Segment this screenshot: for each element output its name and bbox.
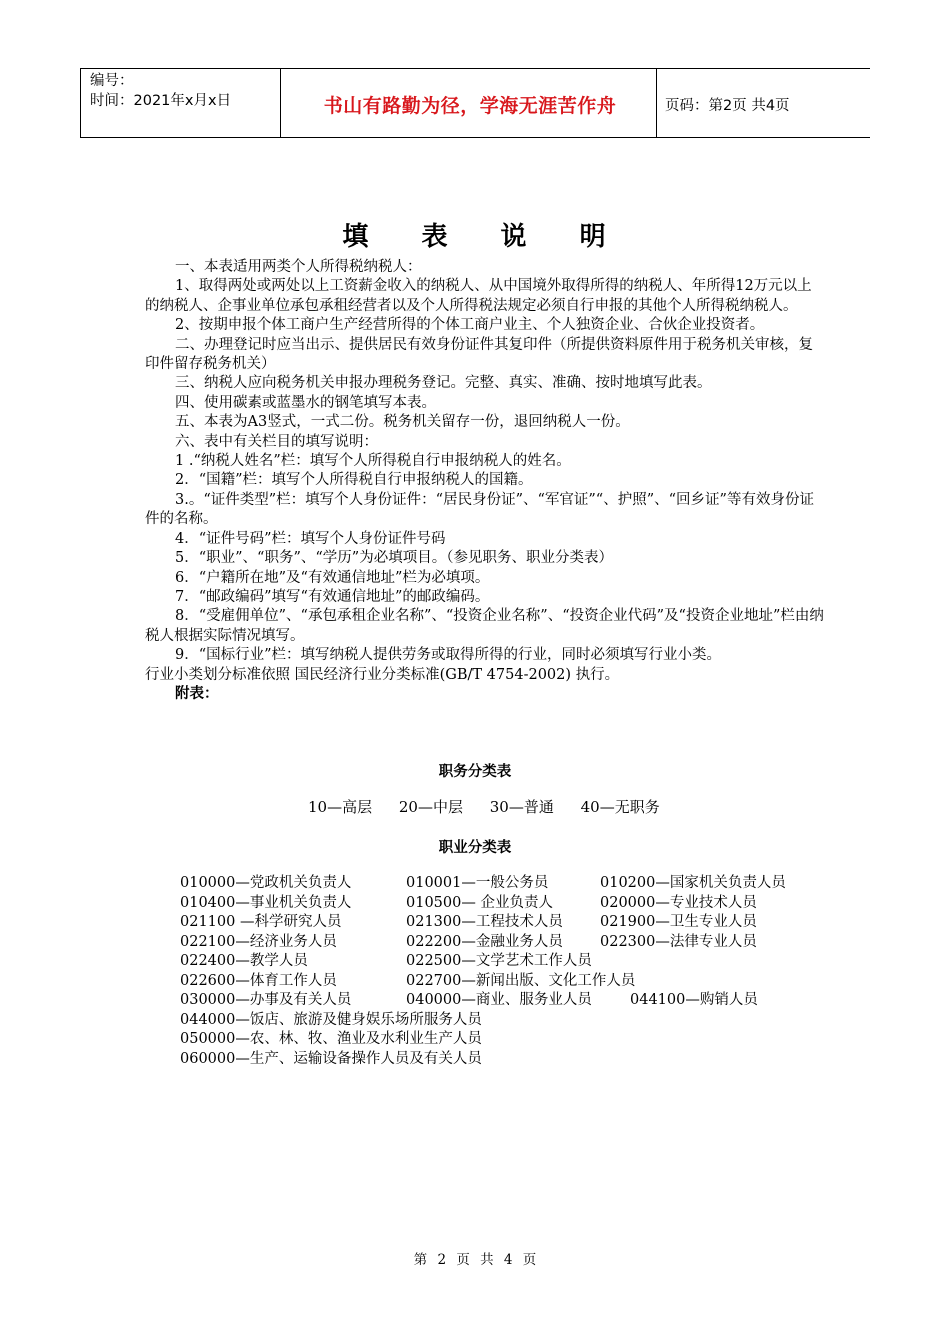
- position-item: 40—无职务: [580, 798, 660, 816]
- occupation-item: 022300—法律专业人员: [600, 933, 757, 950]
- paragraph: 1 .“纳税人姓名”栏：填写个人所得税自行申报纳税人的姓名。: [175, 453, 571, 470]
- page-title: 填 表 说 明: [342, 222, 628, 252]
- paragraph: 四、使用碳素或蓝墨水的钢笔填写本表。: [175, 394, 436, 411]
- position-item: 20—中层: [398, 798, 463, 816]
- occupation-item: 022600—体育工作人员: [180, 972, 337, 989]
- occupation-item: 044100—购销人员: [630, 992, 758, 1008]
- occupation-item: 021300—工程技术人员: [406, 914, 563, 930]
- header-motto: 书山有路勤为径，学海无涯苦作舟: [323, 95, 617, 117]
- paragraph: 一、本表适用两类个人所得税纳税人：: [175, 259, 422, 275]
- paragraph: 4．“证件号码”栏：填写个人身份证件号码: [175, 530, 446, 547]
- paragraph: 三、纳税人应向税务机关申报办理税务登记。完整、真实、准确、按时地填写此表。: [175, 375, 712, 392]
- position-table-title: 职务分类表: [438, 764, 512, 780]
- occupation-row: [180, 1011, 820, 1031]
- occupation-item: 010500— 企业负责人: [406, 894, 553, 911]
- paragraph: 1、取得两处或两处以上工资薪金收入的纳税人、从中国境外取得所得的纳税人、年所得12万元以上的纳税人、企事业单位承包承租经营者以及个人所得税法规定必须自行申报的其他个人所得税纳税人。: [145, 278, 812, 314]
- position-item: 10—高层: [308, 798, 373, 816]
- occupation-item: 010000—党政机关负责人: [180, 875, 352, 891]
- paragraph: 6．“户籍所在地”及“有效通信地址”栏为必填项。: [175, 569, 490, 586]
- occupation-row: [180, 874, 820, 894]
- time-label: 时间：2021年x月x日: [90, 93, 232, 109]
- occupation-item: 021900—卫生专业人员: [600, 914, 757, 930]
- occupation-item: 030000—办事及有关人员: [180, 992, 352, 1008]
- occupation-table-title: 职业分类表: [438, 840, 512, 856]
- occupation-row: [180, 894, 820, 914]
- paragraph: 五、本表为A3竖式，一式二份。税务机关留存一份，退回纳税人一份。: [175, 414, 630, 431]
- position-table-items: [308, 796, 682, 817]
- position-item: 30—普通: [489, 798, 554, 816]
- number-label: 编号：: [90, 73, 134, 89]
- occupation-item: 020000—专业技术人员: [600, 894, 757, 911]
- paragraph: 9．“国标行业”栏：填写纳税人提供劳务或取得所得的行业，同时必须填写行业小类。: [175, 647, 722, 664]
- occupation-item: 044000—饭店、旅游及健身娱乐场所服务人员: [180, 1011, 482, 1028]
- paragraph: 8．“受雇佣单位”、“承包承租企业名称”、“投资企业名称”、“投资企业代码”及“投资企业地址”栏由纳税人根据实际情况填写。: [145, 608, 824, 644]
- occupation-item: 022700—新闻出版、文化工作人员: [406, 972, 636, 989]
- occupation-item: 050000—农、林、牧、渔业及水利业生产人员: [180, 1031, 482, 1047]
- occupation-item: 022200—金融业务人员: [406, 933, 563, 950]
- occupation-row: [180, 913, 820, 933]
- occupation-table: [180, 874, 820, 1069]
- paragraph: 行业小类划分标准依照 国民经济行业分类标准(GB/T 4754-2002) 执行。: [145, 666, 620, 683]
- occupation-item: 010200—国家机关负责人员: [600, 875, 786, 891]
- header-meta: [90, 71, 275, 111]
- instructions: [145, 258, 825, 704]
- occupation-item: 060000—生产、运输设备操作人员及有关人员: [180, 1050, 482, 1067]
- occupation-row: [180, 952, 820, 972]
- page-footer: 第 2 页 共 4 页: [413, 1252, 537, 1268]
- paragraph: 2、按期申报个体工商户生产经营所得的个体工商户业主、个人独资企业、合伙企业投资者。: [175, 317, 765, 334]
- paragraph: 5．“职业”、“职务”、“学历”为必填项目。（参见职务、职业分类表）: [175, 550, 613, 567]
- paragraph: 二、办理登记时应当出示、提供居民有效身份证件其复印件（所提供资料原件用于税务机关审核，复印件留存税务机关）: [145, 336, 813, 373]
- occupation-item: 010400—事业机关负责人: [180, 894, 352, 911]
- occupation-row: [180, 1030, 820, 1050]
- occupation-row: [180, 972, 820, 992]
- header-border-left: [80, 69, 81, 137]
- appendix-label: 附表：: [175, 685, 219, 702]
- occupation-row: [180, 1050, 820, 1070]
- occupation-row: [180, 933, 820, 953]
- header-page-info: 页码：第2页 共4页: [665, 98, 790, 114]
- header-table: [80, 68, 870, 138]
- occupation-item: 021100 —科学研究人员: [180, 914, 342, 930]
- paragraph: 2．“国籍”栏：填写个人所得税自行申报纳税人的国籍。: [175, 472, 533, 489]
- occupation-row: [180, 991, 820, 1011]
- occupation-item: 010001—一般公务员: [406, 875, 549, 891]
- occupation-item: 022400—教学人员: [180, 953, 308, 969]
- occupation-item: 040000—商业、服务业人员: [406, 992, 592, 1008]
- occupation-item: 022500—文学艺术工作人员: [406, 953, 592, 969]
- paragraph: 3.。“证件类型”栏：填写个人身份证件：“居民身份证”、“军官证”“、护照”、“回乡证”等有效身份证件的名称。: [145, 491, 814, 528]
- paragraph: 六、表中有关栏目的填写说明：: [175, 433, 378, 450]
- paragraph: 7．“邮政编码”填写“有效通信地址”的邮政编码。: [175, 588, 490, 605]
- occupation-item: 022100—经济业务人员: [180, 933, 337, 950]
